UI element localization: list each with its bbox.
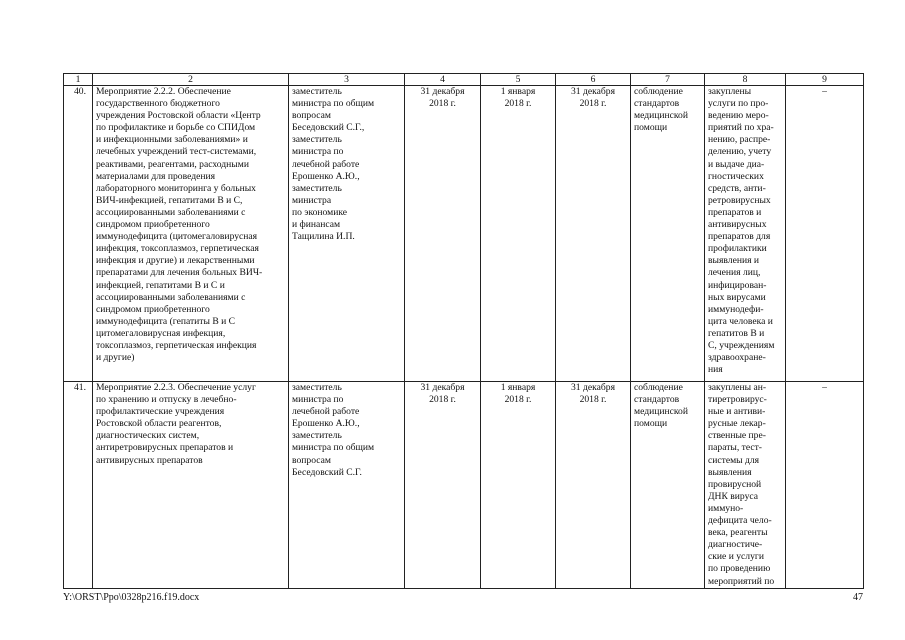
column-number: 5 — [481, 74, 556, 86]
date-cell: 31 декабря 2018 г. — [405, 86, 481, 382]
column-number: 6 — [556, 74, 631, 86]
column-number: 2 — [93, 74, 289, 86]
date-cell: 1 января 2018 г. — [481, 86, 556, 382]
row-number: 41. — [64, 382, 93, 589]
date-cell: 31 декабря 2018 г. — [556, 382, 631, 589]
activities-table — [63, 73, 864, 589]
footer-file-path: Y:\ORST\Ppo\0328p216.f19.docx — [63, 592, 200, 603]
row-number: 40. — [64, 86, 93, 382]
date-cell: 31 декабря 2018 г. — [405, 382, 481, 589]
result-cell: закуплены ан- тиретровирус- ные и антиви- русные лекар- ственные пре- параты, тест- системы для выявления провирусной ДНК вируса иммуно- дефицита чело- века, реагенты диагностиче- ские и услуги по проведению мероприятий по — [705, 382, 786, 589]
responsible-executor: заместитель министра по общим вопросам Беседовский С.Г., заместитель министра по лечебной работе Ерошенко А.Ю., заместитель министра по экономике и финансам Тащилина И.П. — [289, 86, 405, 382]
column-number: 3 — [289, 74, 405, 86]
column-number: 1 — [64, 74, 93, 86]
standard-cell: соблюдение стандартов медицинской помощи — [631, 86, 705, 382]
note-cell: – — [786, 382, 864, 589]
footer-page-number: 47 — [853, 592, 863, 603]
result-cell: закуплены услуги по про- ведению меро- приятий по хра- нению, распре- делению, учету и выдаче диа- гностических средств, анти- ретровирусных препаратов и антивирусных препаратов для профилактики выявления и лечения лиц, инфицирован- ных вирусами иммунодефи- цита человека и гепатитов В и С, учреждениям здравоохране- ния — [705, 86, 786, 382]
column-numbers-row — [64, 74, 864, 86]
date-cell: 31 декабря 2018 г. — [556, 86, 631, 382]
standard-cell: соблюдение стандартов медицинской помощи — [631, 382, 705, 589]
column-number: 8 — [705, 74, 786, 86]
responsible-executor: заместитель министра по лечебной работе Ерошенко А.Ю., заместитель министра по общим вопросам Беседовский С.Г. — [289, 382, 405, 589]
column-number: 9 — [786, 74, 864, 86]
activity-description: Мероприятие 2.2.3. Обеспечение услуг по хранению и отпуску в лечебно- профилактические учреждения Ростовской области реагентов, диагностических систем, антиретровирусных препаратов и антивирусных препаратов — [93, 382, 289, 589]
column-number: 4 — [405, 74, 481, 86]
note-cell: – — [786, 86, 864, 382]
column-number: 7 — [631, 74, 705, 86]
date-cell: 1 января 2018 г. — [481, 382, 556, 589]
activity-description: Мероприятие 2.2.2. Обеспечение государственного бюджетного учреждения Ростовской области «Центр по профилактике и борьбе со СПИДом и инфекционными заболеваниями» и лечебных учреждений тест-системами, реактивами, реагентами, расходными материалами для проведения лабораторного мониторинга у больных ВИЧ-инфекцией, гепатитами В и С, ассоциированными заболеваниями с синдромом приобретенного иммунодефицита (цитомегаловирусная инфекция, токсоплазмоз, герпетическая инфекция и другие) и лекарственными препаратами для лечения больных ВИЧ- инфекцией, гепатитами В и С и ассоциированными заболеваниями с синдромом приобретенного иммунодефицита (гепатиты В и С цитомегаловирусная инфекция, токсоплазмоз, герпетическая инфекция и другие) — [93, 86, 289, 382]
table-row — [64, 382, 864, 589]
table-row — [64, 86, 864, 382]
